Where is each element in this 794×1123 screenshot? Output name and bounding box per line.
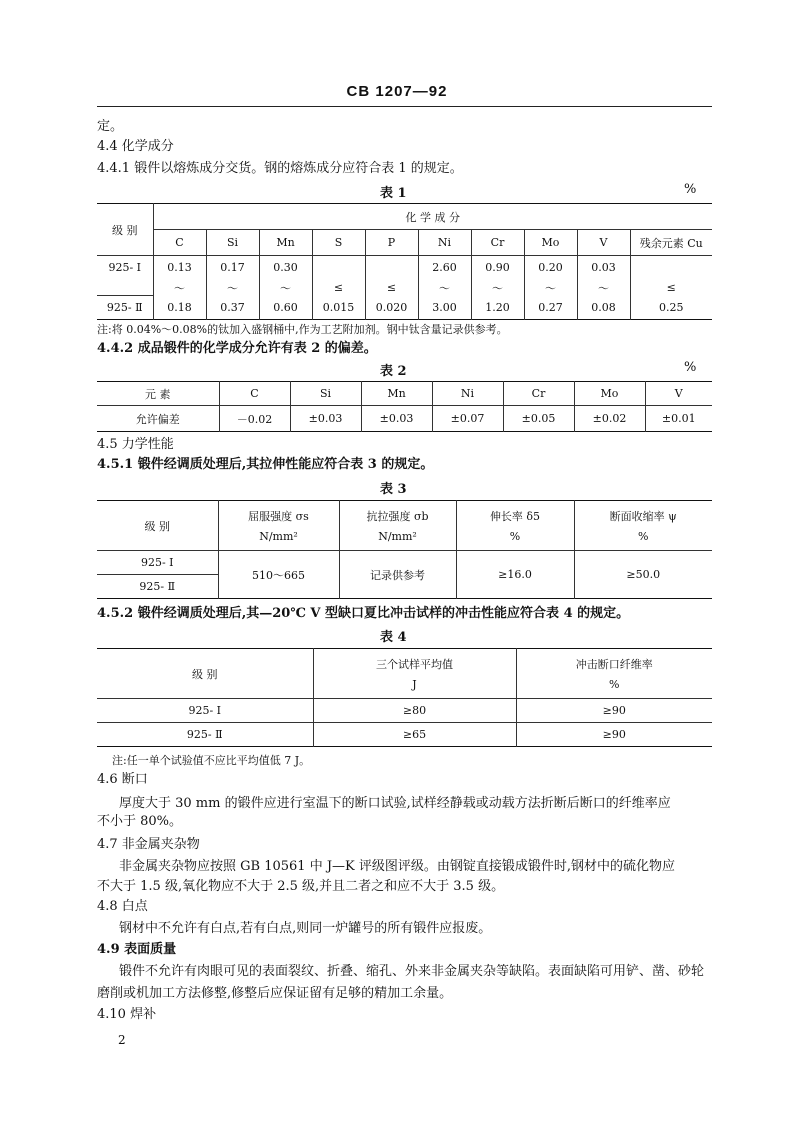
t2-v-si: ±0.03 <box>290 406 361 432</box>
section-4-9: 4.9 表面质量 <box>97 942 177 957</box>
t1-max-p: 0.020 <box>365 296 418 320</box>
t1-max-mo: 0.27 <box>524 296 577 320</box>
t3-h-reduct-label: 断面收缩率 ψ <box>609 510 677 523</box>
t4-h-fiber-unit: % <box>609 678 620 691</box>
para-4-7-line1: 非金属夹杂物应按照 GB 10561 中 J—K 评级图评级。由钢锭直接锻成锻件时,钢材中的硫化物应 <box>119 859 676 874</box>
t1-col-ni: Ni <box>418 230 471 256</box>
t3-h-tensile <box>339 501 456 551</box>
t3-h-yield-unit: N/mm² <box>259 530 298 543</box>
t1-grade-spacer <box>97 280 153 296</box>
t1-max-s: 0.015 <box>312 296 365 320</box>
standard-code: CB 1207—92 <box>346 83 448 100</box>
t2-h-mn: Mn <box>361 382 432 406</box>
t1-max-si: 0.37 <box>206 296 259 320</box>
t4-r1-avg: ≥80 <box>313 699 516 723</box>
t1-col-v: V <box>577 230 630 256</box>
t4-r1-fiber: ≥90 <box>516 699 712 723</box>
table4 <box>97 648 712 747</box>
t3-h-yield-label: 屈服强度 σs <box>248 510 309 523</box>
t2-h-si: Si <box>290 382 361 406</box>
t1-mid-ni: ～ <box>418 280 471 296</box>
para-4-6-line1: 厚度大于 30 mm 的锻件应进行室温下的断口试验,试样经静载或动载方法折断后断口的纤维率应 <box>119 796 671 811</box>
t1-max-ni: 3.00 <box>418 296 471 320</box>
t1-max-v: 0.08 <box>577 296 630 320</box>
t3-h-yield <box>218 501 339 551</box>
table1-caption: 表 1 <box>380 186 407 201</box>
t3-h-tensile-unit: N/mm² <box>378 530 417 543</box>
t1-min-mn: 0.30 <box>259 256 312 280</box>
section-4-5: 4.5 力学性能 <box>97 437 174 452</box>
t3-h-grade: 级 别 <box>97 501 218 551</box>
t1-min-p <box>365 256 418 280</box>
t4-h-avg-unit: J <box>412 678 417 691</box>
table2 <box>97 381 712 432</box>
para-4-7-line2: 不大于 1.5 级,氧化物应不大于 2.5 级,并且二者之和应不大于 3.5 级。 <box>97 879 505 894</box>
t2-v-cr: ±0.05 <box>503 406 574 432</box>
para-4-6-line2: 不小于 80%。 <box>97 814 183 829</box>
t3-h-elong <box>456 501 574 551</box>
t1-mid-p: ≤ <box>365 280 418 296</box>
t4-r1-grade: 925- Ⅰ <box>97 699 313 723</box>
t4-h-fiber <box>516 649 712 699</box>
t1-min-c: 0.13 <box>153 256 206 280</box>
t1-min-ni: 2.60 <box>418 256 471 280</box>
t2-h-v: V <box>645 382 712 406</box>
t2-v-ni: ±0.07 <box>432 406 503 432</box>
section-4-8: 4.8 白点 <box>97 899 148 914</box>
t1-col-si: Si <box>206 230 259 256</box>
t1-max-cr: 1.20 <box>471 296 524 320</box>
t3-h-elong-label: 伸长率 δ5 <box>489 510 541 523</box>
t3-elong-value: ≥16.0 <box>456 551 574 599</box>
table2-unit: % <box>684 360 697 375</box>
table4-note: 注:任一单个试验值不应比平均值低 7 J。 <box>112 754 311 767</box>
table1-note: 注:将 0.04%～0.08%的钛加入盛钢桶中,作为工艺附加剂。钢中钛含量记录供参考。 <box>97 323 508 336</box>
t2-row-label: 允许偏差 <box>135 412 180 426</box>
t4-r2-fiber: ≥90 <box>516 723 712 747</box>
t1-grade-2: 925- Ⅱ <box>106 301 143 314</box>
table3 <box>97 500 712 599</box>
t1-mid-v: ～ <box>577 280 630 296</box>
t1-mid-c: ～ <box>153 280 206 296</box>
section-4-10: 4.10 焊补 <box>97 1007 157 1022</box>
section-4-4-2: 4.4.2 成品锻件的化学成分允许有表 2 的偏差。 <box>97 341 377 356</box>
t3-h-tensile-label: 抗拉强度 σb <box>366 510 429 523</box>
t1-min-mo: 0.20 <box>524 256 577 280</box>
t1-min-si: 0.17 <box>206 256 259 280</box>
t4-h-avg <box>313 649 516 699</box>
t2-h-c: C <box>219 382 290 406</box>
t1-mid-si: ～ <box>206 280 259 296</box>
section-4-4: 4.4 化学成分 <box>97 139 174 154</box>
table2-caption: 表 2 <box>380 364 407 379</box>
t1-max-cu: 0.25 <box>630 296 712 320</box>
continuation-line: 定。 <box>97 119 124 134</box>
t1-max-c: 0.18 <box>153 296 206 320</box>
t1-col-mn: Mn <box>259 230 312 256</box>
para-4-9-line2: 磨削或机加工方法修整,修整后应保证留有足够的精加工余量。 <box>97 986 453 1001</box>
t1-col-c: C <box>153 230 206 256</box>
t2-v-c: －0.02 <box>219 406 290 432</box>
t1-col-p: P <box>365 230 418 256</box>
table3-caption: 表 3 <box>380 482 407 497</box>
table1-unit: % <box>684 182 697 197</box>
t1-grade-1: 925- Ⅰ <box>108 261 142 275</box>
t1-mid-mn: ～ <box>259 280 312 296</box>
t1-max-mn: 0.60 <box>259 296 312 320</box>
t3-grade-1: 925- Ⅰ <box>97 551 218 575</box>
t3-yield-value: 510～665 <box>218 551 339 599</box>
t2-h-element: 元 素 <box>97 382 219 406</box>
header-rule <box>97 106 712 107</box>
t1-mid-cr: ～ <box>471 280 524 296</box>
section-4-5-1: 4.5.1 锻件经调质处理后,其拉伸性能应符合表 3 的规定。 <box>97 457 434 472</box>
t3-reduct-value: ≥50.0 <box>574 551 712 599</box>
t4-h-fiber-label: 冲击断口纤维率 <box>575 658 653 671</box>
t4-r2-grade: 925- Ⅱ <box>186 728 223 741</box>
section-4-7: 4.7 非金属夹杂物 <box>97 837 200 852</box>
t2-v-mn: ±0.03 <box>361 406 432 432</box>
t1-col-cr: Cr <box>471 230 524 256</box>
t1-min-cu <box>630 256 712 280</box>
t1-grade-header: 级 别 <box>97 204 153 256</box>
t1-mid-mo: ～ <box>524 280 577 296</box>
t1-min-v: 0.03 <box>577 256 630 280</box>
t1-col-s: S <box>312 230 365 256</box>
t2-h-cr: Cr <box>503 382 574 406</box>
t2-v-mo: ±0.02 <box>574 406 645 432</box>
t1-col-cu: 残余元素 Cu <box>630 230 712 256</box>
para-4-9-line1: 锻件不允许有肉眼可见的表面裂纹、折叠、缩孔、外来非金属夹杂等缺陷。表面缺陷可用铲、凿、砂轮 <box>119 964 705 979</box>
table-row <box>97 699 712 723</box>
table4-caption: 表 4 <box>380 630 407 645</box>
t1-col-mo: Mo <box>524 230 577 256</box>
t4-h-avg-label: 三个试样平均值 <box>376 658 453 671</box>
table-row <box>97 723 712 747</box>
t1-min-cr: 0.90 <box>471 256 524 280</box>
section-4-5-2: 4.5.2 锻件经调质处理后,其—20℃ V 型缺口夏比冲击试样的冲击性能应符合表 4 的规定。 <box>97 606 630 621</box>
table1 <box>97 203 712 320</box>
t2-h-mo: Mo <box>574 382 645 406</box>
para-4-8: 钢材中不允许有白点,若有白点,则同一炉罐号的所有锻件应报废。 <box>119 921 492 936</box>
t3-tensile-value: 记录供参考 <box>339 551 456 599</box>
t3-grade-2: 925- Ⅱ <box>139 580 176 593</box>
t2-v-v: ±0.01 <box>645 406 712 432</box>
t3-h-reduct-unit: % <box>638 530 649 543</box>
section-4-6: 4.6 断口 <box>97 772 148 787</box>
t3-h-elong-unit: % <box>509 530 521 543</box>
t1-mid-cu: ≤ <box>630 280 712 296</box>
page-number: 2 <box>118 1033 126 1047</box>
t1-mid-s: ≤ <box>312 280 365 296</box>
t4-h-grade: 级 别 <box>97 649 313 699</box>
t4-r2-avg: ≥65 <box>313 723 516 747</box>
t2-h-ni: Ni <box>432 382 503 406</box>
section-4-4-1: 4.4.1 锻件以熔炼成分交货。钢的熔炼成分应符合表 1 的规定。 <box>97 161 463 176</box>
t3-h-reduct <box>574 501 712 551</box>
t1-min-s <box>312 256 365 280</box>
t1-group-header: 化 学 成 分 <box>153 204 712 230</box>
